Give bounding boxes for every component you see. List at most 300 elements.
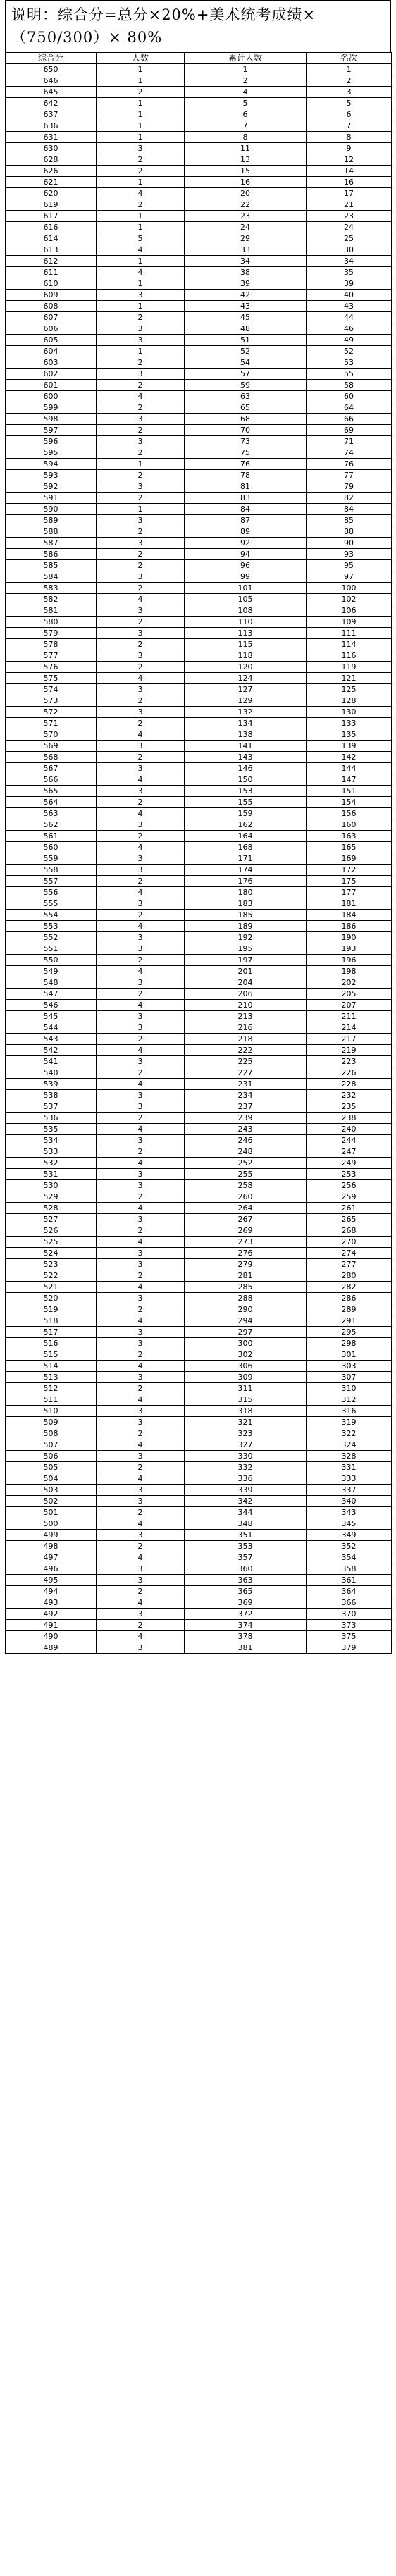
cell-cumulative: 129 <box>185 695 307 707</box>
cell-rank: 244 <box>307 1135 392 1146</box>
table-row <box>6 898 392 910</box>
cell-rank: 30 <box>307 244 392 256</box>
cell-count: 3 <box>97 436 185 447</box>
cell-rank: 235 <box>307 1101 392 1113</box>
cell-rank: 333 <box>307 1473 392 1485</box>
cell-score: 561 <box>6 831 97 842</box>
cell-score: 562 <box>6 819 97 831</box>
cell-cumulative: 11 <box>185 143 307 154</box>
cell-score: 574 <box>6 684 97 695</box>
cell-score: 598 <box>6 414 97 425</box>
cell-rank: 3 <box>307 87 392 98</box>
cell-score: 567 <box>6 763 97 774</box>
cell-count: 3 <box>97 1609 185 1620</box>
cell-score: 497 <box>6 1552 97 1563</box>
cell-count: 1 <box>97 211 185 222</box>
cell-cumulative: 323 <box>185 1428 307 1439</box>
table-row <box>6 1406 392 1417</box>
table-row <box>6 346 392 357</box>
cell-cumulative: 302 <box>185 1349 307 1361</box>
cell-cumulative: 4 <box>185 87 307 98</box>
cell-score: 563 <box>6 808 97 819</box>
table-row <box>6 774 392 786</box>
table-row <box>6 369 392 380</box>
cell-count: 2 <box>97 695 185 707</box>
cell-score: 524 <box>6 1248 97 1259</box>
cell-cumulative: 365 <box>185 1586 307 1597</box>
cell-rank: 53 <box>307 357 392 369</box>
cell-rank: 282 <box>307 1282 392 1293</box>
cell-cumulative: 332 <box>185 1462 307 1473</box>
table-row <box>6 357 392 369</box>
cell-count: 3 <box>97 1417 185 1428</box>
cell-score: 626 <box>6 166 97 177</box>
cell-score: 498 <box>6 1541 97 1552</box>
table-row <box>6 425 392 436</box>
cell-cumulative: 374 <box>185 1620 307 1631</box>
cell-count: 3 <box>97 943 185 955</box>
cell-cumulative: 330 <box>185 1451 307 1462</box>
cell-cumulative: 339 <box>185 1485 307 1496</box>
cell-count: 4 <box>97 1045 185 1056</box>
cell-count: 3 <box>97 414 185 425</box>
cell-cumulative: 65 <box>185 402 307 414</box>
cell-count: 3 <box>97 1056 185 1067</box>
cell-count: 3 <box>97 1180 185 1191</box>
cell-score: 521 <box>6 1282 97 1293</box>
cell-count: 4 <box>97 1315 185 1327</box>
table-row <box>6 1485 392 1496</box>
cell-count: 3 <box>97 369 185 380</box>
cell-cumulative: 195 <box>185 943 307 955</box>
cell-rank: 205 <box>307 989 392 1000</box>
cell-count: 4 <box>97 1473 185 1485</box>
cell-cumulative: 54 <box>185 357 307 369</box>
cell-score: 616 <box>6 222 97 233</box>
cell-cumulative: 2 <box>185 75 307 87</box>
table-row <box>6 244 392 256</box>
table-row <box>6 752 392 763</box>
table-row <box>6 1428 392 1439</box>
cell-count: 2 <box>97 1620 185 1631</box>
cell-score: 610 <box>6 278 97 290</box>
table-row <box>6 1022 392 1034</box>
cell-rank: 154 <box>307 797 392 808</box>
cell-score: 535 <box>6 1124 97 1135</box>
cell-score: 557 <box>6 876 97 887</box>
explanation-note: 说明：综合分=总分×20%+美术统考成绩×（750/300）× 80% <box>5 0 391 52</box>
cell-score: 599 <box>6 402 97 414</box>
table-row <box>6 605 392 617</box>
cell-count: 1 <box>97 75 185 87</box>
cell-rank: 324 <box>307 1439 392 1451</box>
cell-score: 518 <box>6 1315 97 1327</box>
cell-rank: 34 <box>307 256 392 267</box>
cell-rank: 71 <box>307 436 392 447</box>
cell-cumulative: 22 <box>185 199 307 211</box>
table-row <box>6 470 392 481</box>
cell-rank: 238 <box>307 1113 392 1124</box>
table-row <box>6 526 392 538</box>
cell-score: 606 <box>6 323 97 335</box>
cell-rank: 373 <box>307 1620 392 1631</box>
table-row <box>6 797 392 808</box>
cell-score: 587 <box>6 538 97 549</box>
table-row <box>6 560 392 571</box>
cell-score: 500 <box>6 1518 97 1530</box>
table-row <box>6 819 392 831</box>
cell-count: 1 <box>97 120 185 132</box>
table-row <box>6 786 392 797</box>
cell-rank: 8 <box>307 132 392 143</box>
cell-score: 532 <box>6 1158 97 1169</box>
cell-count: 5 <box>97 233 185 244</box>
cell-count: 3 <box>97 1248 185 1259</box>
cell-cumulative: 132 <box>185 707 307 718</box>
cell-cumulative: 218 <box>185 1034 307 1045</box>
cell-rank: 259 <box>307 1191 392 1203</box>
cell-count: 3 <box>97 932 185 943</box>
cell-count: 3 <box>97 741 185 752</box>
cell-cumulative: 281 <box>185 1270 307 1282</box>
cell-score: 549 <box>6 966 97 977</box>
cell-score: 514 <box>6 1361 97 1372</box>
cell-score: 613 <box>6 244 97 256</box>
table-row <box>6 154 392 166</box>
cell-count: 3 <box>97 323 185 335</box>
cell-score: 608 <box>6 301 97 312</box>
table-row <box>6 515 392 526</box>
cell-count: 1 <box>97 504 185 515</box>
cell-rank: 232 <box>307 1090 392 1101</box>
cell-cumulative: 342 <box>185 1496 307 1507</box>
cell-rank: 256 <box>307 1180 392 1191</box>
cell-cumulative: 113 <box>185 628 307 639</box>
cell-rank: 217 <box>307 1034 392 1045</box>
cell-rank: 23 <box>307 211 392 222</box>
cell-cumulative: 180 <box>185 887 307 898</box>
cell-cumulative: 294 <box>185 1315 307 1327</box>
cell-score: 552 <box>6 932 97 943</box>
cell-score: 559 <box>6 853 97 865</box>
table-row <box>6 109 392 120</box>
table-body <box>6 64 392 1654</box>
cell-cumulative: 141 <box>185 741 307 752</box>
cell-cumulative: 38 <box>185 267 307 278</box>
cell-rank: 289 <box>307 1304 392 1315</box>
cell-rank: 130 <box>307 707 392 718</box>
cell-cumulative: 105 <box>185 594 307 605</box>
cell-rank: 211 <box>307 1011 392 1022</box>
cell-rank: 46 <box>307 323 392 335</box>
cell-cumulative: 159 <box>185 808 307 819</box>
cell-count: 4 <box>97 267 185 278</box>
cell-cumulative: 264 <box>185 1203 307 1214</box>
cell-rank: 163 <box>307 831 392 842</box>
cell-score: 543 <box>6 1034 97 1045</box>
cell-count: 4 <box>97 774 185 786</box>
cell-score: 494 <box>6 1586 97 1597</box>
cell-rank: 340 <box>307 1496 392 1507</box>
cell-count: 2 <box>97 639 185 650</box>
cell-count: 1 <box>97 459 185 470</box>
table-row <box>6 335 392 346</box>
cell-count: 3 <box>97 763 185 774</box>
cell-count: 4 <box>97 673 185 684</box>
cell-score: 541 <box>6 1056 97 1067</box>
cell-score: 501 <box>6 1507 97 1518</box>
cell-rank: 100 <box>307 583 392 594</box>
cell-cumulative: 351 <box>185 1530 307 1541</box>
cell-rank: 307 <box>307 1372 392 1383</box>
cell-rank: 202 <box>307 977 392 989</box>
cell-cumulative: 363 <box>185 1575 307 1586</box>
cell-count: 4 <box>97 808 185 819</box>
cell-count: 2 <box>97 662 185 673</box>
table-row <box>6 876 392 887</box>
cell-score: 594 <box>6 459 97 470</box>
table-row <box>6 628 392 639</box>
cell-cumulative: 248 <box>185 1146 307 1158</box>
cell-score: 636 <box>6 120 97 132</box>
cell-score: 554 <box>6 910 97 921</box>
cell-rank: 303 <box>307 1361 392 1372</box>
cell-count: 2 <box>97 154 185 166</box>
cell-count: 3 <box>97 571 185 583</box>
cell-count: 2 <box>97 1191 185 1203</box>
table-row <box>6 1541 392 1552</box>
cell-cumulative: 318 <box>185 1406 307 1417</box>
cell-score: 526 <box>6 1225 97 1237</box>
cell-rank: 268 <box>307 1225 392 1237</box>
cell-rank: 240 <box>307 1124 392 1135</box>
cell-cumulative: 260 <box>185 1191 307 1203</box>
cell-score: 642 <box>6 98 97 109</box>
table-row <box>6 1282 392 1293</box>
cell-rank: 84 <box>307 504 392 515</box>
cell-count: 4 <box>97 1518 185 1530</box>
cell-count: 2 <box>97 1349 185 1361</box>
cell-rank: 76 <box>307 459 392 470</box>
cell-rank: 247 <box>307 1146 392 1158</box>
table-row <box>6 1597 392 1609</box>
cell-score: 556 <box>6 887 97 898</box>
cell-rank: 277 <box>307 1259 392 1270</box>
cell-cumulative: 124 <box>185 673 307 684</box>
cell-rank: 190 <box>307 932 392 943</box>
table-row <box>6 98 392 109</box>
table-row <box>6 1237 392 1248</box>
cell-score: 495 <box>6 1575 97 1586</box>
cell-count: 3 <box>97 290 185 301</box>
table-row <box>6 989 392 1000</box>
cell-score: 573 <box>6 695 97 707</box>
table-row <box>6 1034 392 1045</box>
header-score: 综合分 <box>6 53 97 64</box>
cell-score: 581 <box>6 605 97 617</box>
cell-count: 3 <box>97 515 185 526</box>
cell-rank: 291 <box>307 1315 392 1327</box>
cell-score: 523 <box>6 1259 97 1270</box>
cell-cumulative: 8 <box>185 132 307 143</box>
cell-cumulative: 279 <box>185 1259 307 1270</box>
cell-cumulative: 75 <box>185 447 307 459</box>
cell-cumulative: 34 <box>185 256 307 267</box>
cell-cumulative: 16 <box>185 177 307 188</box>
cell-rank: 172 <box>307 865 392 876</box>
cell-rank: 139 <box>307 741 392 752</box>
cell-cumulative: 43 <box>185 301 307 312</box>
cell-count: 1 <box>97 64 185 75</box>
cell-cumulative: 290 <box>185 1304 307 1315</box>
cell-score: 583 <box>6 583 97 594</box>
cell-rank: 298 <box>307 1338 392 1349</box>
cell-score: 492 <box>6 1609 97 1620</box>
cell-score: 611 <box>6 267 97 278</box>
cell-count: 3 <box>97 628 185 639</box>
cell-cumulative: 13 <box>185 154 307 166</box>
table-row <box>6 932 392 943</box>
table-row <box>6 233 392 244</box>
cell-cumulative: 285 <box>185 1282 307 1293</box>
table-row <box>6 323 392 335</box>
cell-rank: 24 <box>307 222 392 233</box>
cell-score: 512 <box>6 1383 97 1394</box>
cell-score: 551 <box>6 943 97 955</box>
cell-count: 3 <box>97 853 185 865</box>
cell-score: 504 <box>6 1473 97 1485</box>
cell-cumulative: 76 <box>185 459 307 470</box>
score-table <box>5 52 392 1654</box>
table-row <box>6 1045 392 1056</box>
cell-count: 1 <box>97 346 185 357</box>
cell-score: 542 <box>6 1045 97 1056</box>
cell-rank: 102 <box>307 594 392 605</box>
cell-score: 528 <box>6 1203 97 1214</box>
cell-count: 2 <box>97 199 185 211</box>
cell-score: 506 <box>6 1451 97 1462</box>
table-row <box>6 763 392 774</box>
cell-rank: 116 <box>307 650 392 662</box>
cell-score: 570 <box>6 729 97 741</box>
cell-count: 2 <box>97 989 185 1000</box>
cell-cumulative: 92 <box>185 538 307 549</box>
cell-score: 529 <box>6 1191 97 1203</box>
cell-rank: 328 <box>307 1451 392 1462</box>
cell-rank: 40 <box>307 290 392 301</box>
cell-score: 544 <box>6 1022 97 1034</box>
cell-count: 4 <box>97 594 185 605</box>
cell-score: 508 <box>6 1428 97 1439</box>
cell-rank: 74 <box>307 447 392 459</box>
table-row <box>6 1439 392 1451</box>
cell-rank: 352 <box>307 1541 392 1552</box>
table-row <box>6 865 392 876</box>
cell-count: 4 <box>97 1394 185 1406</box>
cell-rank: 223 <box>307 1056 392 1067</box>
cell-cumulative: 5 <box>185 98 307 109</box>
cell-cumulative: 225 <box>185 1056 307 1067</box>
cell-cumulative: 127 <box>185 684 307 695</box>
table-row <box>6 1586 392 1597</box>
cell-score: 571 <box>6 718 97 729</box>
cell-rank: 93 <box>307 549 392 560</box>
table-row <box>6 1496 392 1507</box>
cell-score: 590 <box>6 504 97 515</box>
cell-rank: 82 <box>307 493 392 504</box>
cell-score: 510 <box>6 1406 97 1417</box>
cell-score: 591 <box>6 493 97 504</box>
cell-cumulative: 162 <box>185 819 307 831</box>
cell-count: 3 <box>97 143 185 154</box>
cell-count: 3 <box>97 1090 185 1101</box>
cell-score: 631 <box>6 132 97 143</box>
table-row <box>6 1631 392 1642</box>
cell-score: 645 <box>6 87 97 98</box>
cell-rank: 175 <box>307 876 392 887</box>
cell-cumulative: 252 <box>185 1158 307 1169</box>
cell-score: 533 <box>6 1146 97 1158</box>
cell-count: 4 <box>97 966 185 977</box>
cell-cumulative: 378 <box>185 1631 307 1642</box>
cell-cumulative: 246 <box>185 1135 307 1146</box>
table-row <box>6 549 392 560</box>
cell-count: 2 <box>97 1113 185 1124</box>
table-row <box>6 143 392 154</box>
table-row <box>6 1394 392 1406</box>
table-row <box>6 1158 392 1169</box>
cell-rank: 58 <box>307 380 392 391</box>
cell-rank: 261 <box>307 1203 392 1214</box>
cell-rank: 97 <box>307 571 392 583</box>
cell-rank: 214 <box>307 1022 392 1034</box>
cell-count: 3 <box>97 1022 185 1034</box>
cell-cumulative: 258 <box>185 1180 307 1191</box>
table-row <box>6 278 392 290</box>
cell-rank: 9 <box>307 143 392 154</box>
cell-score: 580 <box>6 617 97 628</box>
cell-count: 2 <box>97 1507 185 1518</box>
cell-score: 588 <box>6 526 97 538</box>
cell-cumulative: 311 <box>185 1383 307 1394</box>
table-row <box>6 1383 392 1394</box>
cell-rank: 21 <box>307 199 392 211</box>
table-row <box>6 267 392 278</box>
cell-count: 2 <box>97 831 185 842</box>
cell-score: 511 <box>6 1394 97 1406</box>
cell-count: 3 <box>97 1372 185 1383</box>
cell-rank: 280 <box>307 1270 392 1282</box>
cell-cumulative: 115 <box>185 639 307 650</box>
cell-score: 621 <box>6 177 97 188</box>
table-row <box>6 1180 392 1191</box>
cell-score: 592 <box>6 481 97 493</box>
cell-cumulative: 24 <box>185 222 307 233</box>
cell-count: 3 <box>97 898 185 910</box>
cell-count: 2 <box>97 718 185 729</box>
cell-count: 4 <box>97 1282 185 1293</box>
cell-count: 3 <box>97 1101 185 1113</box>
table-row <box>6 1609 392 1620</box>
cell-count: 3 <box>97 684 185 695</box>
cell-rank: 16 <box>307 177 392 188</box>
cell-score: 614 <box>6 233 97 244</box>
cell-count: 2 <box>97 526 185 538</box>
cell-score: 600 <box>6 391 97 402</box>
cell-cumulative: 52 <box>185 346 307 357</box>
cell-score: 630 <box>6 143 97 154</box>
cell-cumulative: 276 <box>185 1248 307 1259</box>
